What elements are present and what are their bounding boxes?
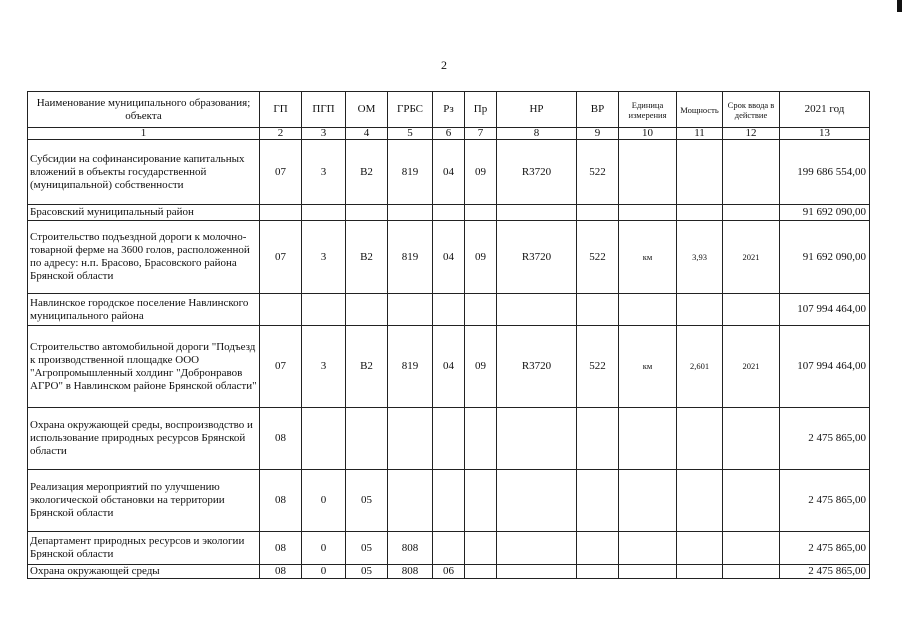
row-name: Строительство подъездной дороги к молочно-товарной ферме на 3600 голов, расположенной по адресу: н.п. Брасово, Брасовского района Брянской области bbox=[28, 221, 260, 294]
budget-table bbox=[27, 91, 870, 579]
row-rz bbox=[433, 532, 465, 565]
table-body bbox=[28, 140, 870, 579]
column-number: 8 bbox=[497, 128, 577, 140]
row-nr bbox=[497, 470, 577, 532]
row-om: В2 bbox=[346, 140, 388, 205]
row-capacity bbox=[677, 408, 723, 470]
column-number: 3 bbox=[302, 128, 346, 140]
row-vr: 522 bbox=[577, 221, 619, 294]
row-rz bbox=[433, 408, 465, 470]
table-header-row bbox=[28, 92, 870, 128]
row-gp: 07 bbox=[260, 326, 302, 408]
column-number: 13 bbox=[780, 128, 870, 140]
row-om bbox=[346, 408, 388, 470]
row-gp: 08 bbox=[260, 565, 302, 579]
row-grbs: 819 bbox=[388, 221, 433, 294]
row-amount: 2 475 865,00 bbox=[780, 532, 870, 565]
row-om: 05 bbox=[346, 532, 388, 565]
row-unit: км bbox=[619, 221, 677, 294]
row-capacity bbox=[677, 565, 723, 579]
row-vr bbox=[577, 565, 619, 579]
row-pgp: 3 bbox=[302, 221, 346, 294]
row-vr: 522 bbox=[577, 140, 619, 205]
row-pr bbox=[465, 294, 497, 326]
row-grbs bbox=[388, 205, 433, 221]
row-capacity bbox=[677, 532, 723, 565]
row-om: В2 bbox=[346, 221, 388, 294]
row-pr bbox=[465, 408, 497, 470]
column-header: Срок ввода в действие bbox=[723, 92, 780, 128]
row-unit bbox=[619, 565, 677, 579]
row-pgp bbox=[302, 205, 346, 221]
row-term: 2021 bbox=[723, 221, 780, 294]
row-name: Субсидии на софинансирование капитальных вложений в объекты государственной (муниципальной) собственности bbox=[28, 140, 260, 205]
row-vr bbox=[577, 408, 619, 470]
row-pgp: 0 bbox=[302, 532, 346, 565]
row-pr bbox=[465, 205, 497, 221]
column-number: 12 bbox=[723, 128, 780, 140]
column-header: ОМ bbox=[346, 92, 388, 128]
column-number: 7 bbox=[465, 128, 497, 140]
row-nr bbox=[497, 205, 577, 221]
table-row bbox=[28, 565, 870, 579]
row-name: Охрана окружающей среды bbox=[28, 565, 260, 579]
row-unit bbox=[619, 294, 677, 326]
row-pgp: 3 bbox=[302, 140, 346, 205]
column-header: ГРБС bbox=[388, 92, 433, 128]
column-header: Наименование муниципального образования; объекта bbox=[28, 92, 260, 128]
row-term bbox=[723, 532, 780, 565]
row-pr bbox=[465, 470, 497, 532]
row-amount: 91 692 090,00 bbox=[780, 205, 870, 221]
row-om bbox=[346, 205, 388, 221]
row-pr: 09 bbox=[465, 326, 497, 408]
table-row bbox=[28, 470, 870, 532]
row-vr bbox=[577, 294, 619, 326]
table-row bbox=[28, 532, 870, 565]
row-gp bbox=[260, 294, 302, 326]
row-nr: R3720 bbox=[497, 140, 577, 205]
column-header: ВР bbox=[577, 92, 619, 128]
row-nr: R3720 bbox=[497, 326, 577, 408]
row-om: В2 bbox=[346, 326, 388, 408]
row-rz bbox=[433, 470, 465, 532]
row-amount: 107 994 464,00 bbox=[780, 294, 870, 326]
row-pr bbox=[465, 565, 497, 579]
row-om: 05 bbox=[346, 470, 388, 532]
row-name: Департамент природных ресурсов и экологии Брянской области bbox=[28, 532, 260, 565]
row-unit bbox=[619, 532, 677, 565]
row-om bbox=[346, 294, 388, 326]
column-header: ГП bbox=[260, 92, 302, 128]
row-grbs bbox=[388, 408, 433, 470]
table-row bbox=[28, 294, 870, 326]
row-term bbox=[723, 205, 780, 221]
row-pgp: 3 bbox=[302, 326, 346, 408]
row-term bbox=[723, 408, 780, 470]
row-rz: 04 bbox=[433, 326, 465, 408]
row-vr bbox=[577, 532, 619, 565]
row-unit: км bbox=[619, 326, 677, 408]
table-row bbox=[28, 140, 870, 205]
row-pgp bbox=[302, 294, 346, 326]
column-header: 2021 год bbox=[780, 92, 870, 128]
row-rz: 04 bbox=[433, 140, 465, 205]
row-gp: 07 bbox=[260, 221, 302, 294]
row-capacity: 2,601 bbox=[677, 326, 723, 408]
table-row bbox=[28, 205, 870, 221]
column-header: Пр bbox=[465, 92, 497, 128]
row-grbs: 819 bbox=[388, 326, 433, 408]
row-unit bbox=[619, 140, 677, 205]
row-pr: 09 bbox=[465, 140, 497, 205]
row-rz bbox=[433, 294, 465, 326]
row-term bbox=[723, 294, 780, 326]
column-header: Мощность bbox=[677, 92, 723, 128]
row-om: 05 bbox=[346, 565, 388, 579]
column-header: НР bbox=[497, 92, 577, 128]
row-pr bbox=[465, 532, 497, 565]
column-number: 5 bbox=[388, 128, 433, 140]
row-name: Реализация мероприятий по улучшению экологической обстановки на территории Брянской области bbox=[28, 470, 260, 532]
row-term bbox=[723, 565, 780, 579]
row-term bbox=[723, 470, 780, 532]
row-name: Брасовский муниципальный район bbox=[28, 205, 260, 221]
column-number: 9 bbox=[577, 128, 619, 140]
row-amount: 91 692 090,00 bbox=[780, 221, 870, 294]
column-number: 1 bbox=[28, 128, 260, 140]
table-row bbox=[28, 221, 870, 294]
column-header: Рз bbox=[433, 92, 465, 128]
row-capacity bbox=[677, 470, 723, 532]
row-grbs bbox=[388, 294, 433, 326]
column-number-row bbox=[28, 128, 870, 140]
row-nr bbox=[497, 294, 577, 326]
row-name: Навлинское городское поселение Навлинского муниципального района bbox=[28, 294, 260, 326]
row-nr bbox=[497, 408, 577, 470]
row-nr bbox=[497, 565, 577, 579]
row-amount: 2 475 865,00 bbox=[780, 408, 870, 470]
row-grbs: 819 bbox=[388, 140, 433, 205]
row-amount: 2 475 865,00 bbox=[780, 470, 870, 532]
row-capacity bbox=[677, 140, 723, 205]
row-capacity bbox=[677, 205, 723, 221]
row-nr: R3720 bbox=[497, 221, 577, 294]
column-number: 11 bbox=[677, 128, 723, 140]
table-row bbox=[28, 408, 870, 470]
row-gp: 07 bbox=[260, 140, 302, 205]
column-number: 6 bbox=[433, 128, 465, 140]
row-rz: 06 bbox=[433, 565, 465, 579]
row-pgp bbox=[302, 408, 346, 470]
column-number: 10 bbox=[619, 128, 677, 140]
row-unit bbox=[619, 470, 677, 532]
row-pgp: 0 bbox=[302, 565, 346, 579]
row-pr: 09 bbox=[465, 221, 497, 294]
column-header: ПГП bbox=[302, 92, 346, 128]
row-vr bbox=[577, 470, 619, 532]
row-rz bbox=[433, 205, 465, 221]
row-gp: 08 bbox=[260, 470, 302, 532]
row-rz: 04 bbox=[433, 221, 465, 294]
column-number: 2 bbox=[260, 128, 302, 140]
row-term: 2021 bbox=[723, 326, 780, 408]
row-grbs: 808 bbox=[388, 532, 433, 565]
row-capacity bbox=[677, 294, 723, 326]
column-header: Единица измерения bbox=[619, 92, 677, 128]
table-row bbox=[28, 326, 870, 408]
row-grbs: 808 bbox=[388, 565, 433, 579]
row-nr bbox=[497, 532, 577, 565]
row-gp: 08 bbox=[260, 532, 302, 565]
row-vr bbox=[577, 205, 619, 221]
row-amount: 107 994 464,00 bbox=[780, 326, 870, 408]
row-unit bbox=[619, 408, 677, 470]
row-name: Строительство автомобильной дороги "Подъезд к производственной площадке ООО "Агропромышленный холдинг "Добронравов АГРО" в Навлинском районе Брянской области" bbox=[28, 326, 260, 408]
row-term bbox=[723, 140, 780, 205]
column-number: 4 bbox=[346, 128, 388, 140]
row-vr: 522 bbox=[577, 326, 619, 408]
row-gp bbox=[260, 205, 302, 221]
page-number: 2 bbox=[441, 58, 447, 72]
row-amount: 2 475 865,00 bbox=[780, 565, 870, 579]
row-name: Охрана окружающей среды, воспроизводство и использование природных ресурсов Брянской области bbox=[28, 408, 260, 470]
scan-edge-mark bbox=[897, 0, 902, 12]
row-grbs bbox=[388, 470, 433, 532]
row-gp: 08 bbox=[260, 408, 302, 470]
row-capacity: 3,93 bbox=[677, 221, 723, 294]
row-amount: 199 686 554,00 bbox=[780, 140, 870, 205]
row-unit bbox=[619, 205, 677, 221]
row-pgp: 0 bbox=[302, 470, 346, 532]
